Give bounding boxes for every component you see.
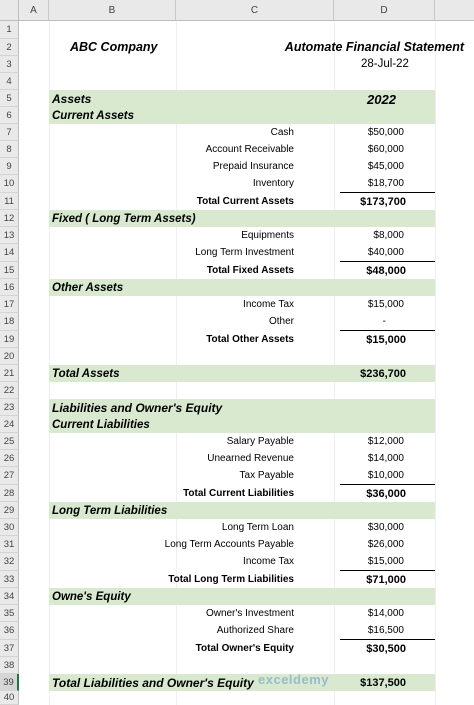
row-header-2[interactable]: 2 [0,39,19,56]
row-header-13[interactable]: 13 [0,227,19,244]
item-label: Income Tax [243,299,294,310]
total-liabilities-equity-value: $137,500 [360,676,406,689]
total-fixed-assets-value: $48,000 [366,264,406,277]
statement-title: Automate Financial Statement [284,40,464,54]
row-header-38[interactable]: 38 [0,657,19,674]
row-header-18[interactable]: 18 [0,313,19,331]
total-current-liabilities-label: Total Current Liabilities [183,488,294,499]
item-label: Prepaid Insurance [212,161,294,172]
row-header-37[interactable]: 37 [0,640,19,657]
item-value: $8,000 [373,230,404,241]
item-value: $18,700 [367,178,404,189]
item-value: $60,000 [367,144,404,155]
fixed-assets-heading: Fixed ( Long Term Assets) [52,212,196,225]
item-label: Authorized Share [216,625,294,636]
row-header-1[interactable]: 1 [0,21,19,39]
item-value: - [382,316,386,327]
row-header-33[interactable]: 33 [0,571,19,588]
owners-equity-heading: Owne's Equity [52,590,131,603]
row-header-14[interactable]: 14 [0,244,19,262]
row-header-5[interactable]: 5 [0,90,19,107]
item-label: Inventory [252,178,294,189]
item-label: Other [268,316,294,327]
item-label: Account Receivable [205,144,294,155]
item-label: Salary Payable [226,436,294,447]
item-label: Owner's Investment [205,608,294,619]
column-header-b[interactable]: B [49,0,176,21]
item-value: $14,000 [367,453,404,464]
total-other-assets-value: $15,000 [366,333,406,346]
row-header-39[interactable]: 39 [0,674,19,691]
row-header-24[interactable]: 24 [0,416,19,433]
statement-date: 28-Jul-22 [361,58,409,70]
total-liabilities-equity-label: Total Liabilities and Owner's Equity [52,675,254,690]
item-value: $14,000 [367,608,404,619]
item-label: Long Term Accounts Payable [164,539,294,550]
row-header-21[interactable]: 21 [0,365,19,382]
item-value: $26,000 [367,539,404,550]
row-header-11[interactable]: 11 [0,193,19,210]
other-assets-heading: Other Assets [52,281,124,294]
row-header-23[interactable]: 23 [0,399,19,416]
total-current-liabilities-value: $36,000 [366,487,406,500]
item-label: Equipments [241,230,294,241]
liabilities-heading: Liabilities and Owner's Equity [52,400,223,415]
item-value: $12,000 [367,436,404,447]
row-header-36[interactable]: 36 [0,622,19,640]
total-long-term-liabilities-value: $71,000 [366,573,406,586]
row-header-16[interactable]: 16 [0,279,19,296]
item-label: Cash [270,127,294,138]
item-label: Long Term Investment [195,247,294,258]
year-label: 2022 [367,92,396,107]
long-term-liabilities-heading: Long Term Liabilities [52,504,168,517]
row-header-29[interactable]: 29 [0,502,19,519]
item-value: $40,000 [367,247,404,258]
row-header-40[interactable]: 40 [0,691,19,705]
row-header-25[interactable]: 25 [0,433,19,450]
row-header-28[interactable]: 28 [0,485,19,502]
item-label: Long Term Loan [221,522,294,533]
row-header-6[interactable]: 6 [0,107,19,124]
row-header-19[interactable]: 19 [0,331,19,348]
total-current-assets-label: Total Current Assets [196,196,294,207]
total-assets-value: $236,700 [360,367,406,380]
row-header-34[interactable]: 34 [0,588,19,605]
total-long-term-liabilities-label: Total Long Term Liabilities [168,574,294,585]
item-label: Unearned Revenue [207,453,294,464]
current-assets-heading: Current Assets [52,109,135,122]
row-header-26[interactable]: 26 [0,450,19,467]
row-header-10[interactable]: 10 [0,175,19,193]
row-header-35[interactable]: 35 [0,605,19,622]
row-header-8[interactable]: 8 [0,141,19,158]
row-header-9[interactable]: 9 [0,158,19,175]
column-header-d[interactable]: D [334,0,435,21]
row-header-20[interactable]: 20 [0,348,19,365]
total-assets-label: Total Assets [52,367,120,380]
total-current-assets-value: $173,700 [360,195,406,208]
total-owners-equity-label: Total Owner's Equity [195,643,294,654]
item-value: $16,500 [367,625,404,636]
current-liabilities-heading: Current Liabilities [52,418,150,431]
select-all-corner[interactable] [0,0,19,21]
row-header-3[interactable]: 3 [0,56,19,73]
item-value: $45,000 [367,161,404,172]
column-header-e[interactable] [435,0,474,21]
row-header-32[interactable]: 32 [0,553,19,571]
watermark-logo: exceldemy [258,672,329,687]
item-value: $30,000 [367,522,404,533]
row-header-7[interactable]: 7 [0,124,19,141]
item-label: Tax Payable [239,470,294,481]
row-header-27[interactable]: 27 [0,467,19,485]
row-header-12[interactable]: 12 [0,210,19,227]
gridline [435,21,436,705]
column-header-c[interactable]: C [176,0,334,21]
item-value: $10,000 [367,470,404,481]
row-header-4[interactable]: 4 [0,73,19,90]
row-header-22[interactable]: 22 [0,382,19,399]
item-label: Income Tax [243,556,294,567]
item-value: $50,000 [367,127,404,138]
company-name: ABC Company [70,40,158,54]
total-fixed-assets-label: Total Fixed Assets [206,265,294,276]
column-header-a[interactable]: A [19,0,49,21]
row-header-15[interactable]: 15 [0,262,19,279]
row-header-31[interactable]: 31 [0,536,19,553]
total-other-assets-label: Total Other Assets [206,334,294,345]
item-value: $15,000 [367,299,404,310]
row-header-17[interactable]: 17 [0,296,19,313]
item-value: $15,000 [367,556,404,567]
assets-heading: Assets [52,91,92,106]
total-owners-equity-value: $30,500 [366,642,406,655]
row-header-30[interactable]: 30 [0,519,19,536]
